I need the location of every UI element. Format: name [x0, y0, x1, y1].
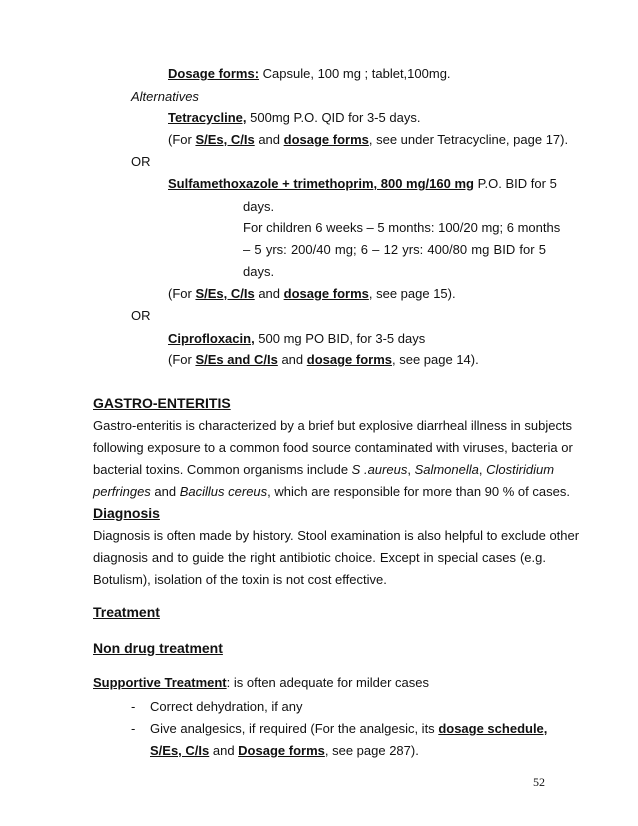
or-separator: OR: [131, 154, 151, 169]
para-text: and: [150, 484, 180, 499]
tetracycline-reference: [168, 132, 568, 148]
ref-bold-1: S/Es, C/Is: [195, 132, 255, 147]
page-number: 52: [533, 775, 545, 789]
list-text: Give analgesics, if required (For the analgesic, its: [150, 721, 439, 736]
ref-bold-2: dosage forms: [283, 132, 369, 147]
ref-bold-1: S/Es, C/Is: [195, 286, 255, 301]
gastro-paragraph-line-3: [93, 462, 555, 478]
list-bold: S/Es, C/Is: [150, 743, 210, 758]
cotrimoxazole-reference: [168, 286, 456, 302]
tetracycline-line: [168, 110, 420, 126]
ciprofloxacin-reference: [168, 352, 479, 368]
ref-text: and: [254, 132, 284, 147]
list-item-correct-dehydration: Correct dehydration, if any: [150, 699, 303, 714]
supportive-treatment-line: [93, 675, 429, 691]
section-heading-treatment: Treatment: [93, 604, 160, 620]
ref-text: , see page 14).: [392, 352, 479, 367]
drug-name: Tetracycline,: [168, 110, 247, 125]
or-separator: OR: [131, 308, 151, 323]
ciprofloxacin-line: [168, 331, 425, 347]
para-text: bacterial toxins. Common organisms include: [93, 462, 352, 477]
ref-bold-1: S/Es and C/Is: [195, 352, 278, 367]
section-heading-diagnosis: Diagnosis: [93, 505, 160, 521]
ref-text: and: [254, 286, 284, 301]
diagnosis-paragraph-line-3: Botulism), isolation of the toxin is not cost effective.: [93, 572, 387, 587]
bullet-marker: -: [131, 699, 136, 714]
ref-bold-2: dosage forms: [306, 352, 392, 367]
ref-text: (For: [168, 286, 196, 301]
bullet-marker: -: [131, 721, 136, 736]
organism-name: S .aureus: [351, 462, 408, 477]
section-heading-non-drug-treatment: Non drug treatment: [93, 640, 223, 656]
supportive-treatment-text: : is often adequate for milder cases: [226, 675, 429, 690]
list-item-analgesics-continued: [150, 743, 419, 759]
dosage-forms-text: Capsule, 100 mg ; tablet,100mg.: [259, 66, 451, 81]
para-text: ,: [478, 462, 487, 477]
dosage-forms-line: [168, 66, 451, 82]
section-heading-gastro-enteritis: GASTRO-ENTERITIS: [93, 395, 231, 411]
pediatric-dose-line-2: – 5 yrs: 200/40 mg; 6 – 12 yrs: 400/80 mg BID for 5: [243, 242, 546, 257]
organism-name: perfringes: [93, 484, 151, 499]
diagnosis-paragraph-line-2: diagnosis and to guide the right antibiotic choice. Except in special cases (e.g.: [93, 550, 546, 565]
ref-bold-2: dosage forms: [283, 286, 369, 301]
cotrimoxazole-line: [168, 176, 557, 192]
gastro-paragraph-line-2: following exposure to a common food source contaminated with viruses, bacteria or: [93, 440, 573, 455]
para-text: , which are responsible for more than 90 % of cases.: [267, 484, 570, 499]
supportive-treatment-label: Supportive Treatment: [93, 675, 227, 690]
dosage-forms-label: Dosage forms:: [168, 66, 260, 81]
cotrimoxazole-days: days.: [243, 199, 275, 214]
drug-name: Ciprofloxacin,: [168, 331, 255, 346]
ref-text: (For: [168, 352, 196, 367]
drug-regimen: 500mg P.O. QID for 3-5 days.: [246, 110, 421, 125]
ref-text: and: [277, 352, 307, 367]
list-text: , see page 287).: [324, 743, 419, 758]
diagnosis-paragraph-line-1: Diagnosis is often made by history. Stool examination is also helpful to exclude other: [93, 528, 580, 543]
gastro-paragraph-line-1: Gastro-enteritis is characterized by a brief but explosive diarrheal illness in subjects: [93, 418, 573, 433]
list-text: and: [209, 743, 239, 758]
ref-text: , see page 15).: [368, 286, 456, 301]
organism-name: Clostiridium: [486, 462, 555, 477]
organism-name: Bacillus cereus: [179, 484, 268, 499]
list-item-analgesics: [150, 721, 547, 737]
pediatric-dose-days: days.: [243, 264, 275, 279]
alternatives-label: Alternatives: [131, 89, 199, 104]
drug-regimen: P.O. BID for 5: [473, 176, 557, 191]
organism-name: Salmonella: [414, 462, 479, 477]
ref-text: , see under Tetracycline, page 17).: [368, 132, 569, 147]
ref-text: (For: [168, 132, 196, 147]
drug-name: Sulfamethoxazole + trimethoprim, 800 mg/160 mg: [168, 176, 474, 191]
drug-regimen: 500 mg PO BID, for 3-5 days: [254, 331, 426, 346]
list-bold: dosage schedule,: [438, 721, 548, 736]
para-text: ,: [407, 462, 415, 477]
pediatric-dose-line-1: For children 6 weeks – 5 months: 100/20 mg; 6 months: [243, 220, 561, 235]
gastro-paragraph-line-4: [93, 484, 570, 500]
list-bold: Dosage forms: [238, 743, 325, 758]
